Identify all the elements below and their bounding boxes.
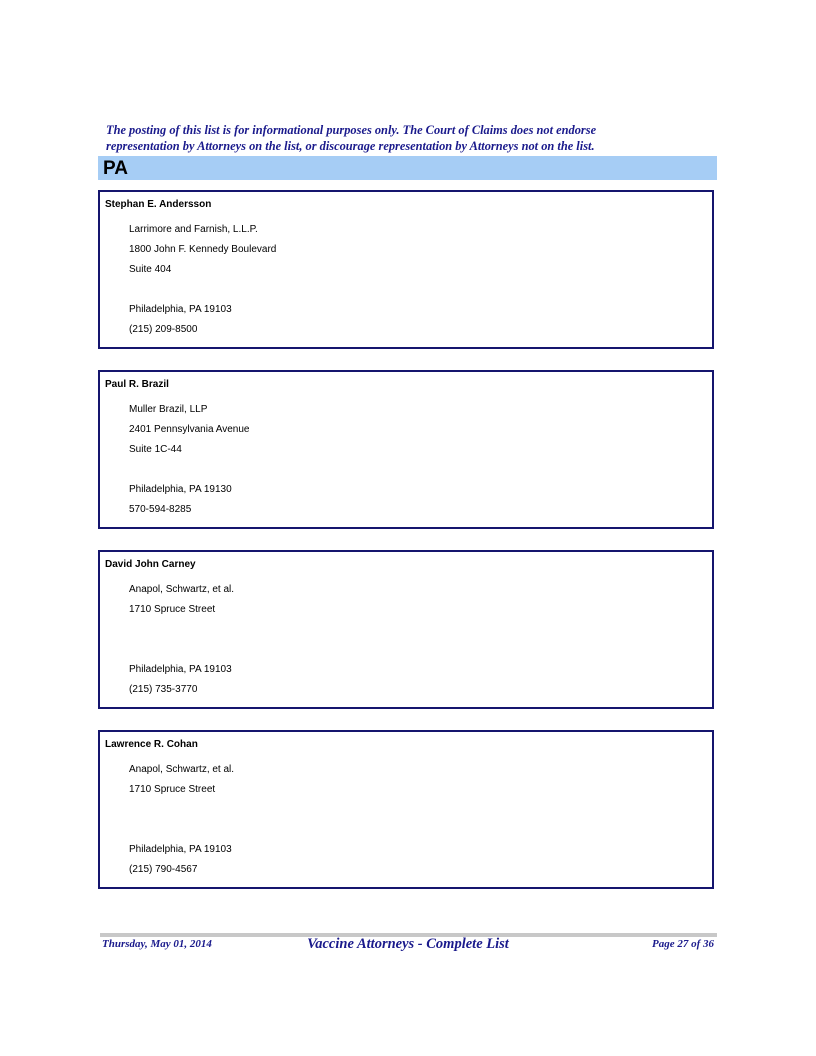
attorney-address-2: Suite 1C-44: [129, 444, 182, 455]
footer-date: Thursday, May 01, 2014: [102, 938, 212, 950]
attorney-address-1: 2401 Pennsylvania Avenue: [129, 424, 250, 435]
attorney-firm: Anapol, Schwartz, et al.: [129, 584, 235, 595]
attorney-name: Paul R. Brazil: [105, 379, 169, 390]
disclaimer: [106, 122, 726, 154]
footer-page-number: Page 27 of 36: [651, 938, 714, 950]
footer-title: Vaccine Attorneys - Complete List: [307, 936, 509, 952]
attorney-card: [98, 730, 714, 889]
disclaimer-line-1: The posting of this list is for informational purposes only. The Court of Claims does not endorse: [106, 123, 597, 137]
attorney-phone: (215) 735-3770: [129, 684, 198, 695]
disclaimer-line-2: representation by Attorneys on the list, or discourage representation by Attorneys not on the list.: [106, 139, 595, 153]
attorney-name: David John Carney: [105, 559, 196, 570]
attorney-card: [98, 550, 714, 709]
attorney-city-state-zip: Philadelphia, PA 19103: [129, 844, 232, 855]
attorney-firm: Muller Brazil, LLP: [129, 404, 208, 415]
attorney-address-1: 1800 John F. Kennedy Boulevard: [129, 244, 277, 255]
attorney-card: [98, 190, 714, 349]
attorney-city-state-zip: Philadelphia, PA 19103: [129, 304, 232, 315]
attorney-firm: Larrimore and Farnish, L.L.P.: [129, 224, 258, 235]
attorney-address-1: 1710 Spruce Street: [129, 784, 216, 795]
attorney-phone: (215) 209-8500: [129, 324, 198, 335]
attorney-name: Stephan E. Andersson: [105, 199, 212, 210]
attorney-address-1: 1710 Spruce Street: [129, 604, 216, 615]
attorney-phone: (215) 790-4567: [129, 864, 198, 875]
attorney-phone: 570-594-8285: [129, 504, 192, 515]
attorney-city-state-zip: Philadelphia, PA 19103: [129, 664, 232, 675]
attorney-city-state-zip: Philadelphia, PA 19130: [129, 484, 232, 495]
state-header: PA: [98, 156, 717, 180]
attorney-name: Lawrence R. Cohan: [105, 739, 198, 750]
attorney-firm: Anapol, Schwartz, et al.: [129, 764, 235, 775]
attorney-address-2: Suite 404: [129, 264, 172, 275]
attorney-card: [98, 370, 714, 529]
